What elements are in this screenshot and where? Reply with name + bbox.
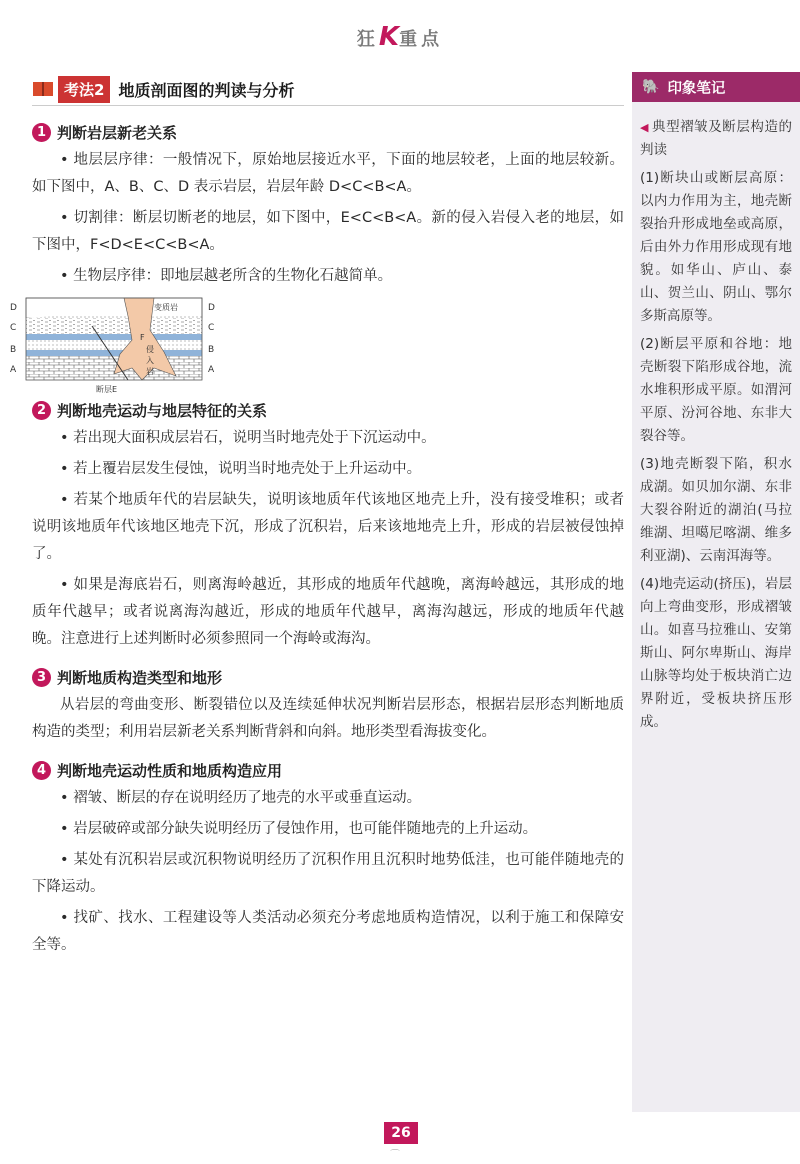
triangle-left-icon: ◀ (640, 121, 650, 134)
paragraph: • 若某个地质年代的岩层缺失，说明该地质年代该地区地壳上升，没有接受堆积；或者说明该地质年代该地区地壳下沉，形成了沉积岩，后来该地地壳上升，形成的岩层被侵蚀掉了。 (32, 492, 624, 562)
page-number: 26 (384, 1122, 418, 1144)
notes-intro (640, 116, 792, 162)
header-suffix: 重点 (399, 29, 444, 50)
fault-e-label: 断层E (96, 385, 118, 394)
bird-icon: ⌒ (390, 1150, 400, 1161)
paragraph: • 地层层序律：一般情况下，原始地层接近水平，下面的地层较老，上面的地层较新。如下图中，A、B、C、D 表示岩层，岩层年龄 D<C<B<A。 (32, 152, 624, 195)
book-icon (32, 80, 54, 98)
section-title: 判断岩层新老关系 (57, 124, 178, 142)
notes-item: (1)断块山或断层高原：以内力作用为主，地壳断裂抬升形成地垒或高原，后由外力作用形成现有地貌。如华山、庐山、泰山、贺兰山、阴山、鄂尔多斯高原等。 (640, 170, 792, 324)
section-number-badge: 2 (32, 401, 51, 420)
layer-label-right: A (208, 365, 215, 375)
figure-wrap (10, 290, 624, 398)
layer-label-left: D (10, 303, 17, 313)
layer-label-right: B (208, 345, 215, 355)
paragraph: • 某处有沉积岩层或沉积物说明经历了沉积作用且沉积时地势低洼，也可能伴随地壳的下降运动。 (32, 852, 624, 895)
header-prefix: 狂 (356, 29, 379, 50)
section-heading (32, 760, 624, 781)
notes-sidebar-title: 印象笔记 (667, 80, 726, 97)
paragraph: • 切割律：断层切断老的地层，如下图中，E<C<B<A。新的侵入岩侵入老的地层，如下图中，F<D<E<C<B<A。 (32, 210, 624, 253)
notes-sidebar-body (632, 102, 800, 734)
section-title: 判断地壳运动性质和地质构造应用 (57, 762, 283, 780)
notes-intro-text: 典型褶皱及断层构造的判读 (640, 119, 792, 158)
layer-label-left: A (10, 365, 17, 375)
method-title: 地质剖面图的判读与分析 (118, 80, 295, 100)
section-number-badge: 1 (32, 123, 51, 142)
notes-item: (3)地壳断裂下陷，积水成湖。如贝加尔湖、东非大裂谷附近的湖泊(马拉维湖、坦噶尼喀湖、维多利亚湖)、云南洱海等。 (640, 456, 792, 564)
paragraph: • 找矿、找水、工程建设等人类活动必须充分考虑地质构造情况，以利于施工和保障安全等。 (32, 910, 624, 953)
layer-label-right: D (208, 303, 215, 313)
section-title-bar (32, 72, 624, 106)
elephant-icon: 🐘 (642, 79, 660, 95)
paragraph: 从岩层的弯曲变形、断裂错位以及连续延伸状况判断岩层形态，根据岩层形态判断地质构造的类型；利用岩层新老关系判断背斜和向斜。地形类型看海拔变化。 (32, 697, 624, 740)
intrusive-rock-label: 侵 (146, 345, 154, 354)
main-content (10, 72, 624, 959)
paragraph: • 褶皱、断层的存在说明经历了地壳的水平或垂直运动。 (60, 790, 422, 806)
paragraph: • 若上覆岩层发生侵蚀，说明当时地壳处于上升运动中。 (60, 461, 422, 477)
intrusion-f-label: F (140, 333, 145, 342)
paragraph: • 岩层破碎或部分缺失说明经历了侵蚀作用，也可能伴随地壳的上升运动。 (60, 821, 538, 837)
notes-sidebar (632, 72, 800, 1112)
notes-item: (2)断层平原和谷地：地壳断裂下陷形成谷地，流水堆积形成平原。如渭河平原、汾河谷地、东非大裂谷等。 (640, 336, 792, 444)
geologic-cross-section-figure (4, 296, 224, 396)
paragraph: • 生物层序律：即地层越老所含的生物化石越简单。 (60, 268, 393, 284)
section-title: 判断地质构造类型和地形 (57, 669, 223, 687)
section-heading (32, 667, 624, 688)
header-k-logo: K (378, 22, 400, 52)
section-title: 判断地壳运动与地层特征的关系 (57, 402, 268, 420)
intrusive-rock-label: 岩 (146, 367, 154, 376)
running-header (0, 22, 800, 52)
notes-item: (4)地壳运动(挤压)，岩层向上弯曲变形，形成褶皱山。如喜马拉雅山、安第斯山、阿尔卑斯山、海岸山脉等均处于板块消亡边界附近，受板块挤压形成。 (640, 576, 792, 730)
paragraph: • 若出现大面积成层岩石，说明当时地壳处于下沉运动中。 (60, 430, 436, 446)
section-number-badge: 4 (32, 761, 51, 780)
metamorphic-rock-label: 变质岩 (154, 303, 178, 312)
layer-label-left: B (10, 345, 17, 355)
section-heading (32, 122, 624, 143)
title-divider (32, 105, 624, 106)
layer-label-right: C (208, 323, 215, 333)
method-tag: 考法2 (58, 76, 110, 103)
section-heading (32, 400, 624, 421)
intrusive-rock-label: 入 (146, 356, 154, 365)
paragraph: • 如果是海底岩石，则离海岭越近，其形成的地质年代越晚，离海岭越远，其形成的地质年代越早；或者说离海沟越近，形成的地质年代越早，离海沟越远，形成的地质年代越晚。注意进行上述判断时必须参照同一个海岭或海沟。 (32, 577, 624, 647)
section-number-badge: 3 (32, 668, 51, 687)
layer-label-left: C (10, 323, 17, 333)
notes-sidebar-header (632, 72, 800, 102)
